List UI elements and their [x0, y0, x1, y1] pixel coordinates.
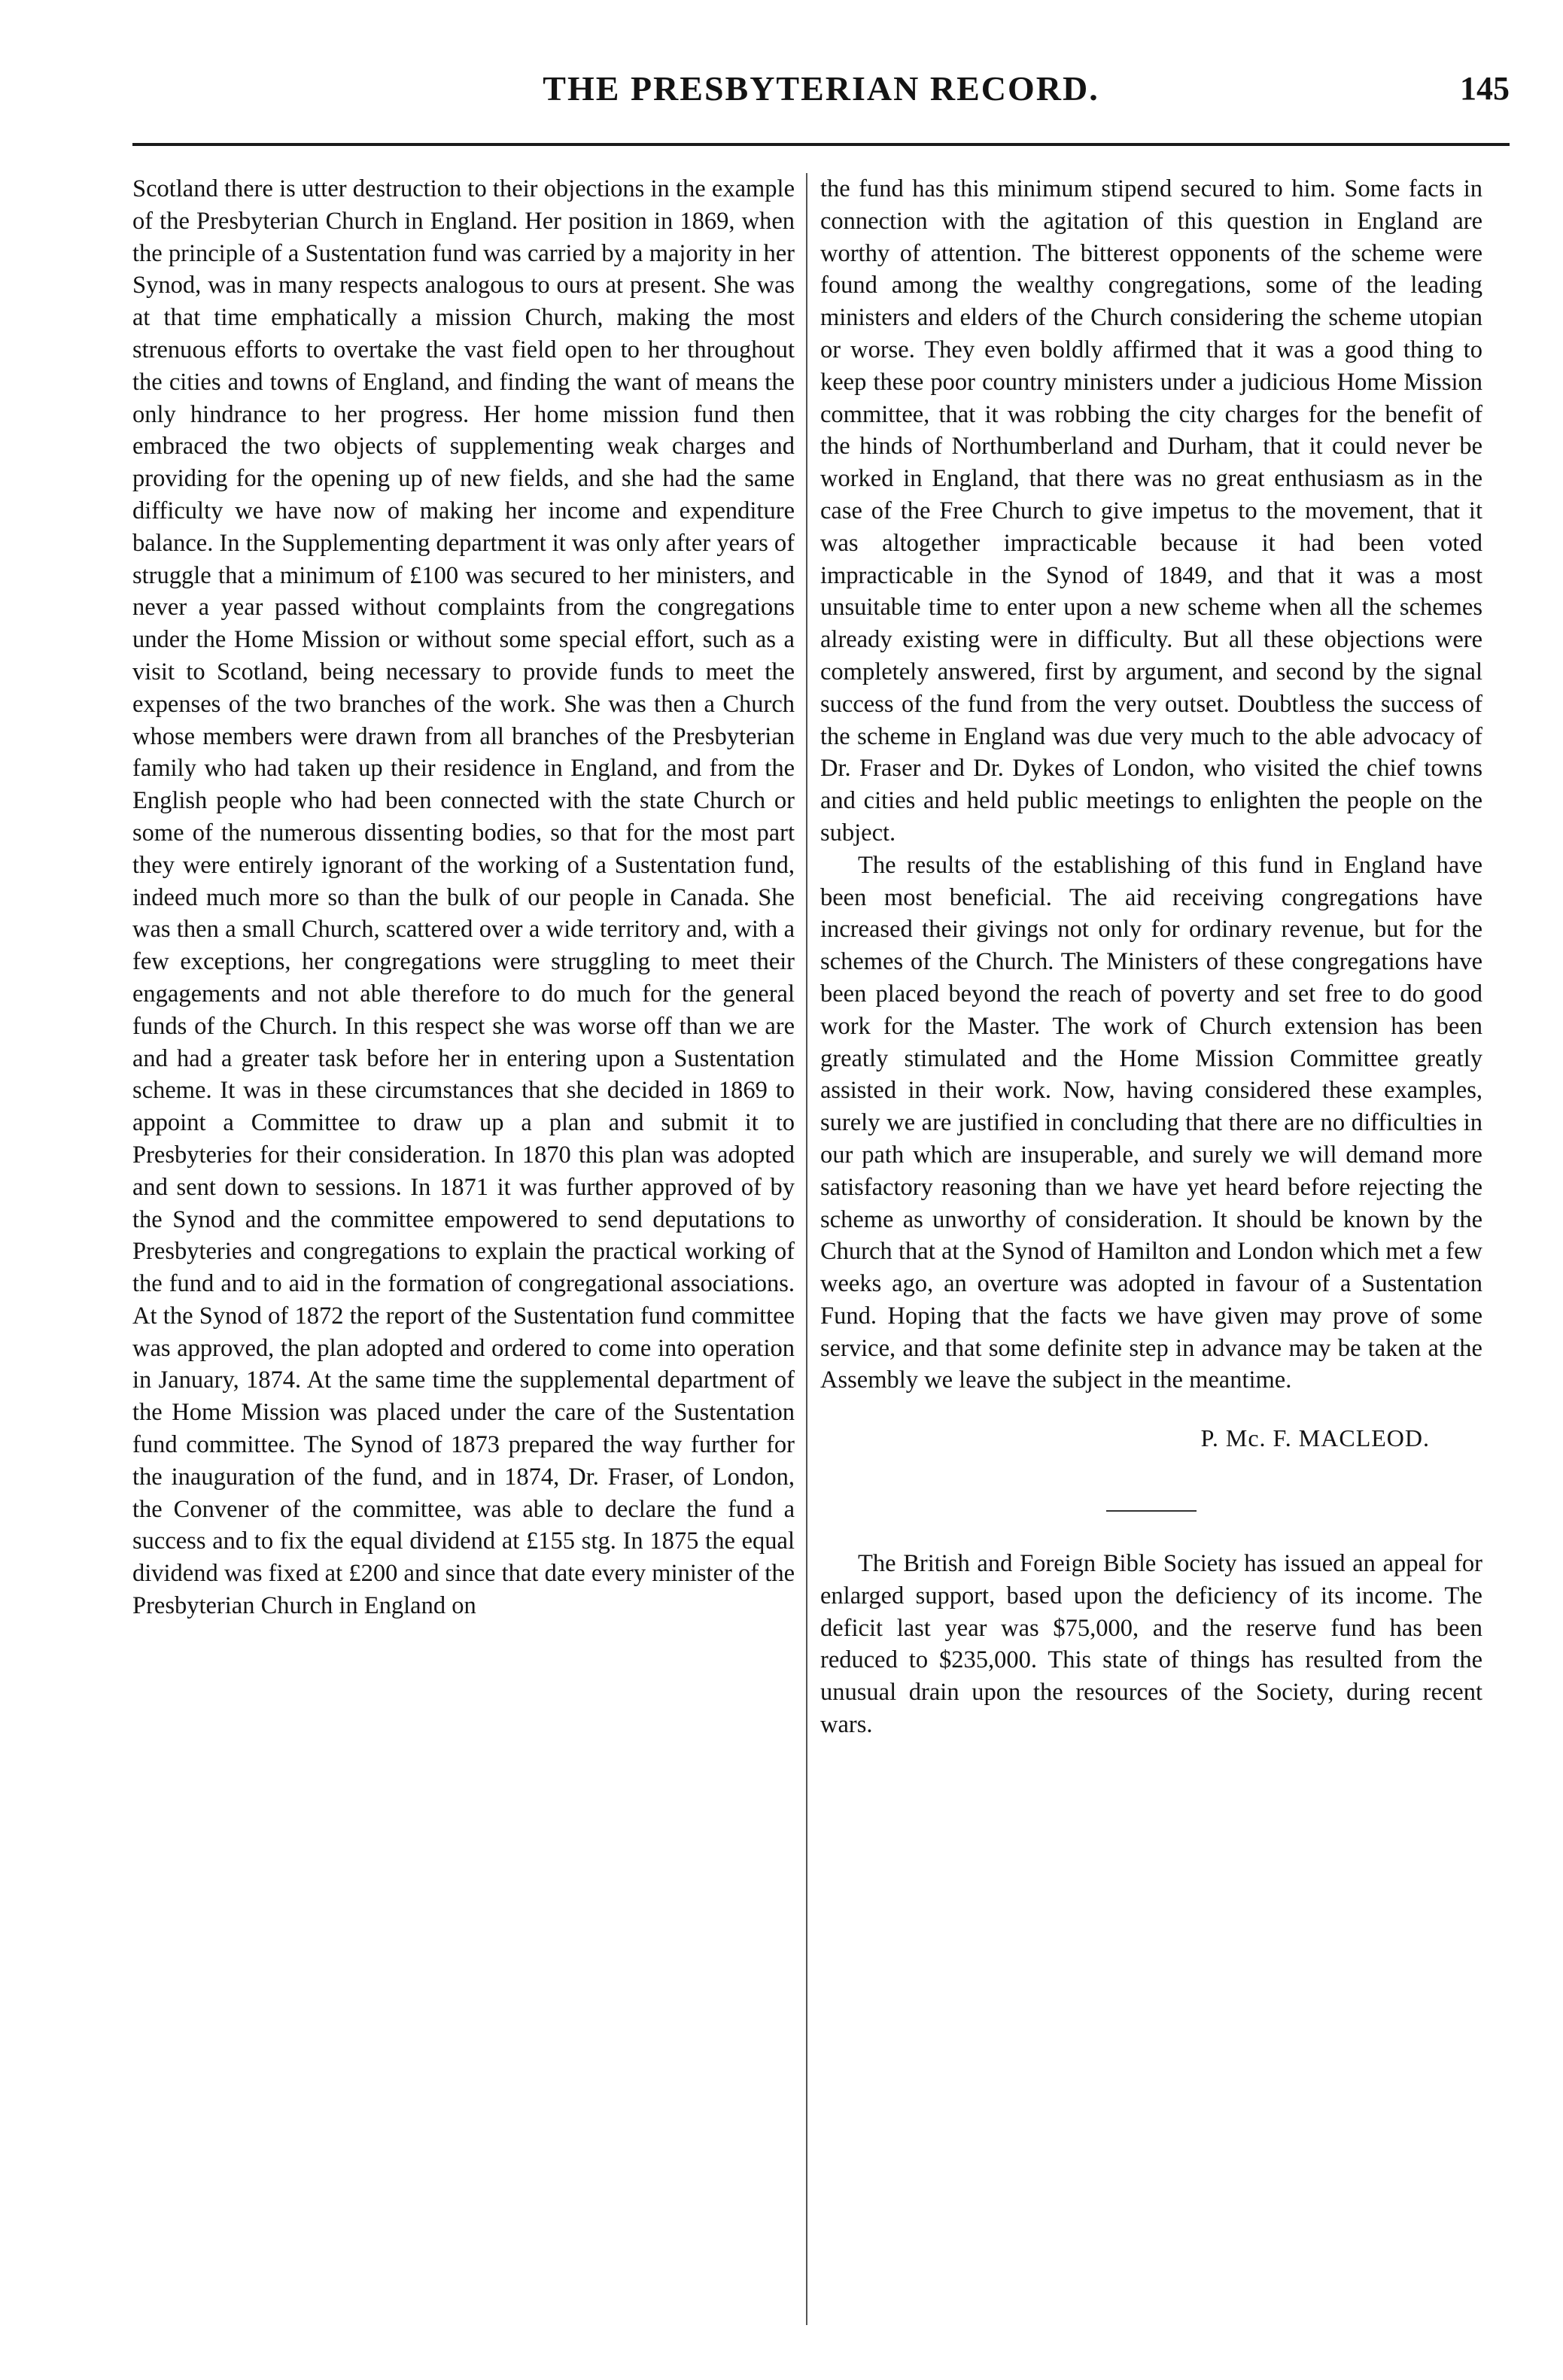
header-rule: [132, 143, 1510, 146]
section-divider: [1106, 1510, 1197, 1512]
journal-title: THE PRESBYTERIAN RECORD.: [543, 69, 1099, 108]
right-paragraph-1: the fund has this minimum stipend secured to him. Some facts in connection with the agitation of this question in England are worthy of attention. The bitterest opponents of the scheme were found among the wealthy congregations, some of the leading ministers and elders of the Church considering the scheme utopian or worse. They even boldly affirmed that it was a good thing to keep these poor country ministers under a judicious Home Mission committee, that it was robbing the city charges for the benefit of the hinds of Northumberland and Durham, that it could never be worked in England, that there was no great enthusiasm as in the case of the Free Church to give impetus to the movement, that it was altogether impracticable because it had been voted impracticable in the Synod of 1849, and that it was a most unsuitable time to enter upon a new scheme when all the schemes already existing were in difficulty. But all these objections were completely answered, first by argument, and second by the signal success of the fund from the very outset. Doubtless the success of the scheme in England was due very much to the able advocacy of Dr. Fraser and Dr. Dykes of London, who visited the chief towns and cities and held public meetings to enlighten the people on the subject.: [820, 175, 1482, 847]
page-number: 145: [1460, 70, 1510, 107]
running-head: [132, 66, 1510, 126]
column-divider: [806, 173, 807, 2325]
right-paragraph-2: The results of the establishing of this fund in England have been most beneficial. The aid receiving congregations have increased their givings not only for ordinary revenue, but for the schemes of the Church. The Ministers of these congregations have been placed beyond the reach of poverty and set free to do good work for the Master. The work of Church extension has been greatly stimulated and the Home Mission Committee greatly assisted in their work. Now, having considered these examples, surely we are justified in concluding that there are no difficulties in our path which are insuperable, and surely we will demand more satisfactory reasoning than we have yet heard before rejecting the scheme as unworthy of consideration. It should be known by the Church that at the Synod of Hamilton and London which met a few weeks ago, an overture was adopted in favour of a Sustentation Fund. Hoping that the facts we have given may prove of some service, and that some definite step in advance may be taken at the Assembly we leave the subject in the meantime.: [820, 851, 1482, 1394]
right-column: [820, 173, 1482, 1741]
left-paragraph-1: Scotland there is utter destruction to their objections in the example of the Presbyterian Church in England. Her position in 1869, when the principle of a Sustentation fund was carried by a majority in her Synod, was in many respects analogous to ours at present. She was at that time emphatically a mission Church, making the most strenuous efforts to overtake the vast field open to her throughout the cities and towns of England, and finding the want of means the only hindrance to her progress. Her home mission fund then embraced the two objects of supplementing weak charges and providing for the opening up of new fields, and she had the same difficulty we have now of making her income and expenditure balance. In the Supplementing department it was only after years of struggle that a minimum of £100 was secured to her ministers, and never a year passed without complaints from the congregations under the Home Mission or without some special effort, such as a visit to Scotland, being necessary to provide funds to meet the expenses of the two branches of the work. She was then a Church whose members were drawn from all branches of the Presbyterian family who had taken up their residence in England, and from the English people who had been connected with the state Church or some of the numerous dissenting bodies, so that for the most part they were entirely ignorant of the working of a Sustentation fund, indeed much more so than the bulk of our people in Canada. She was then a small Church, scattered over a wide territory and, with a few exceptions, her congregations were struggling to meet their engagements and not able therefore to do much for the general funds of the Church. In this respect she was worse off than we are and had a greater task before her in entering upon a Sustentation scheme. It was in these circumstances that she decided in 1869 to appoint a Committee to draw up a plan and submit it to Presbyteries for their consideration. In 1870 this plan was adopted and sent down to sessions. In 1871 it was further approved of by the Synod and the committee empowered to send deputations to Presbyteries and congregations to explain the practical working of the fund and to aid in the formation of congregational associations. At the Synod of 1872 the report of the Sustentation fund committee was approved, the plan adopted and ordered to come into operation in January, 1874. At the same time the supplemental department of the Home Mission was placed under the care of the Sustentation fund committee. The Synod of 1873 prepared the way further for the inauguration of the fund, and in 1874, Dr. Fraser, of London, the Convener of the committee, was able to declare the fund a success and to fix the equal dividend at £155 stg. In 1875 the equal dividend was fixed at £200 and since that date every minister of the Presbyterian Church in England on: [132, 175, 795, 1620]
author-signature: P. Mc. F. MACLEOD.: [1200, 1424, 1430, 1452]
left-column: [132, 173, 795, 1622]
bible-society-notice: The British and Foreign Bible Society has issued an appeal for enlarged support, based upon the deficiency of its income. The deficit last year was $75,000, and the reserve fund has been reduced to $235,000. This state of things has resulted from the unusual drain upon the resources of the Society, during recent wars.: [820, 1550, 1482, 1739]
